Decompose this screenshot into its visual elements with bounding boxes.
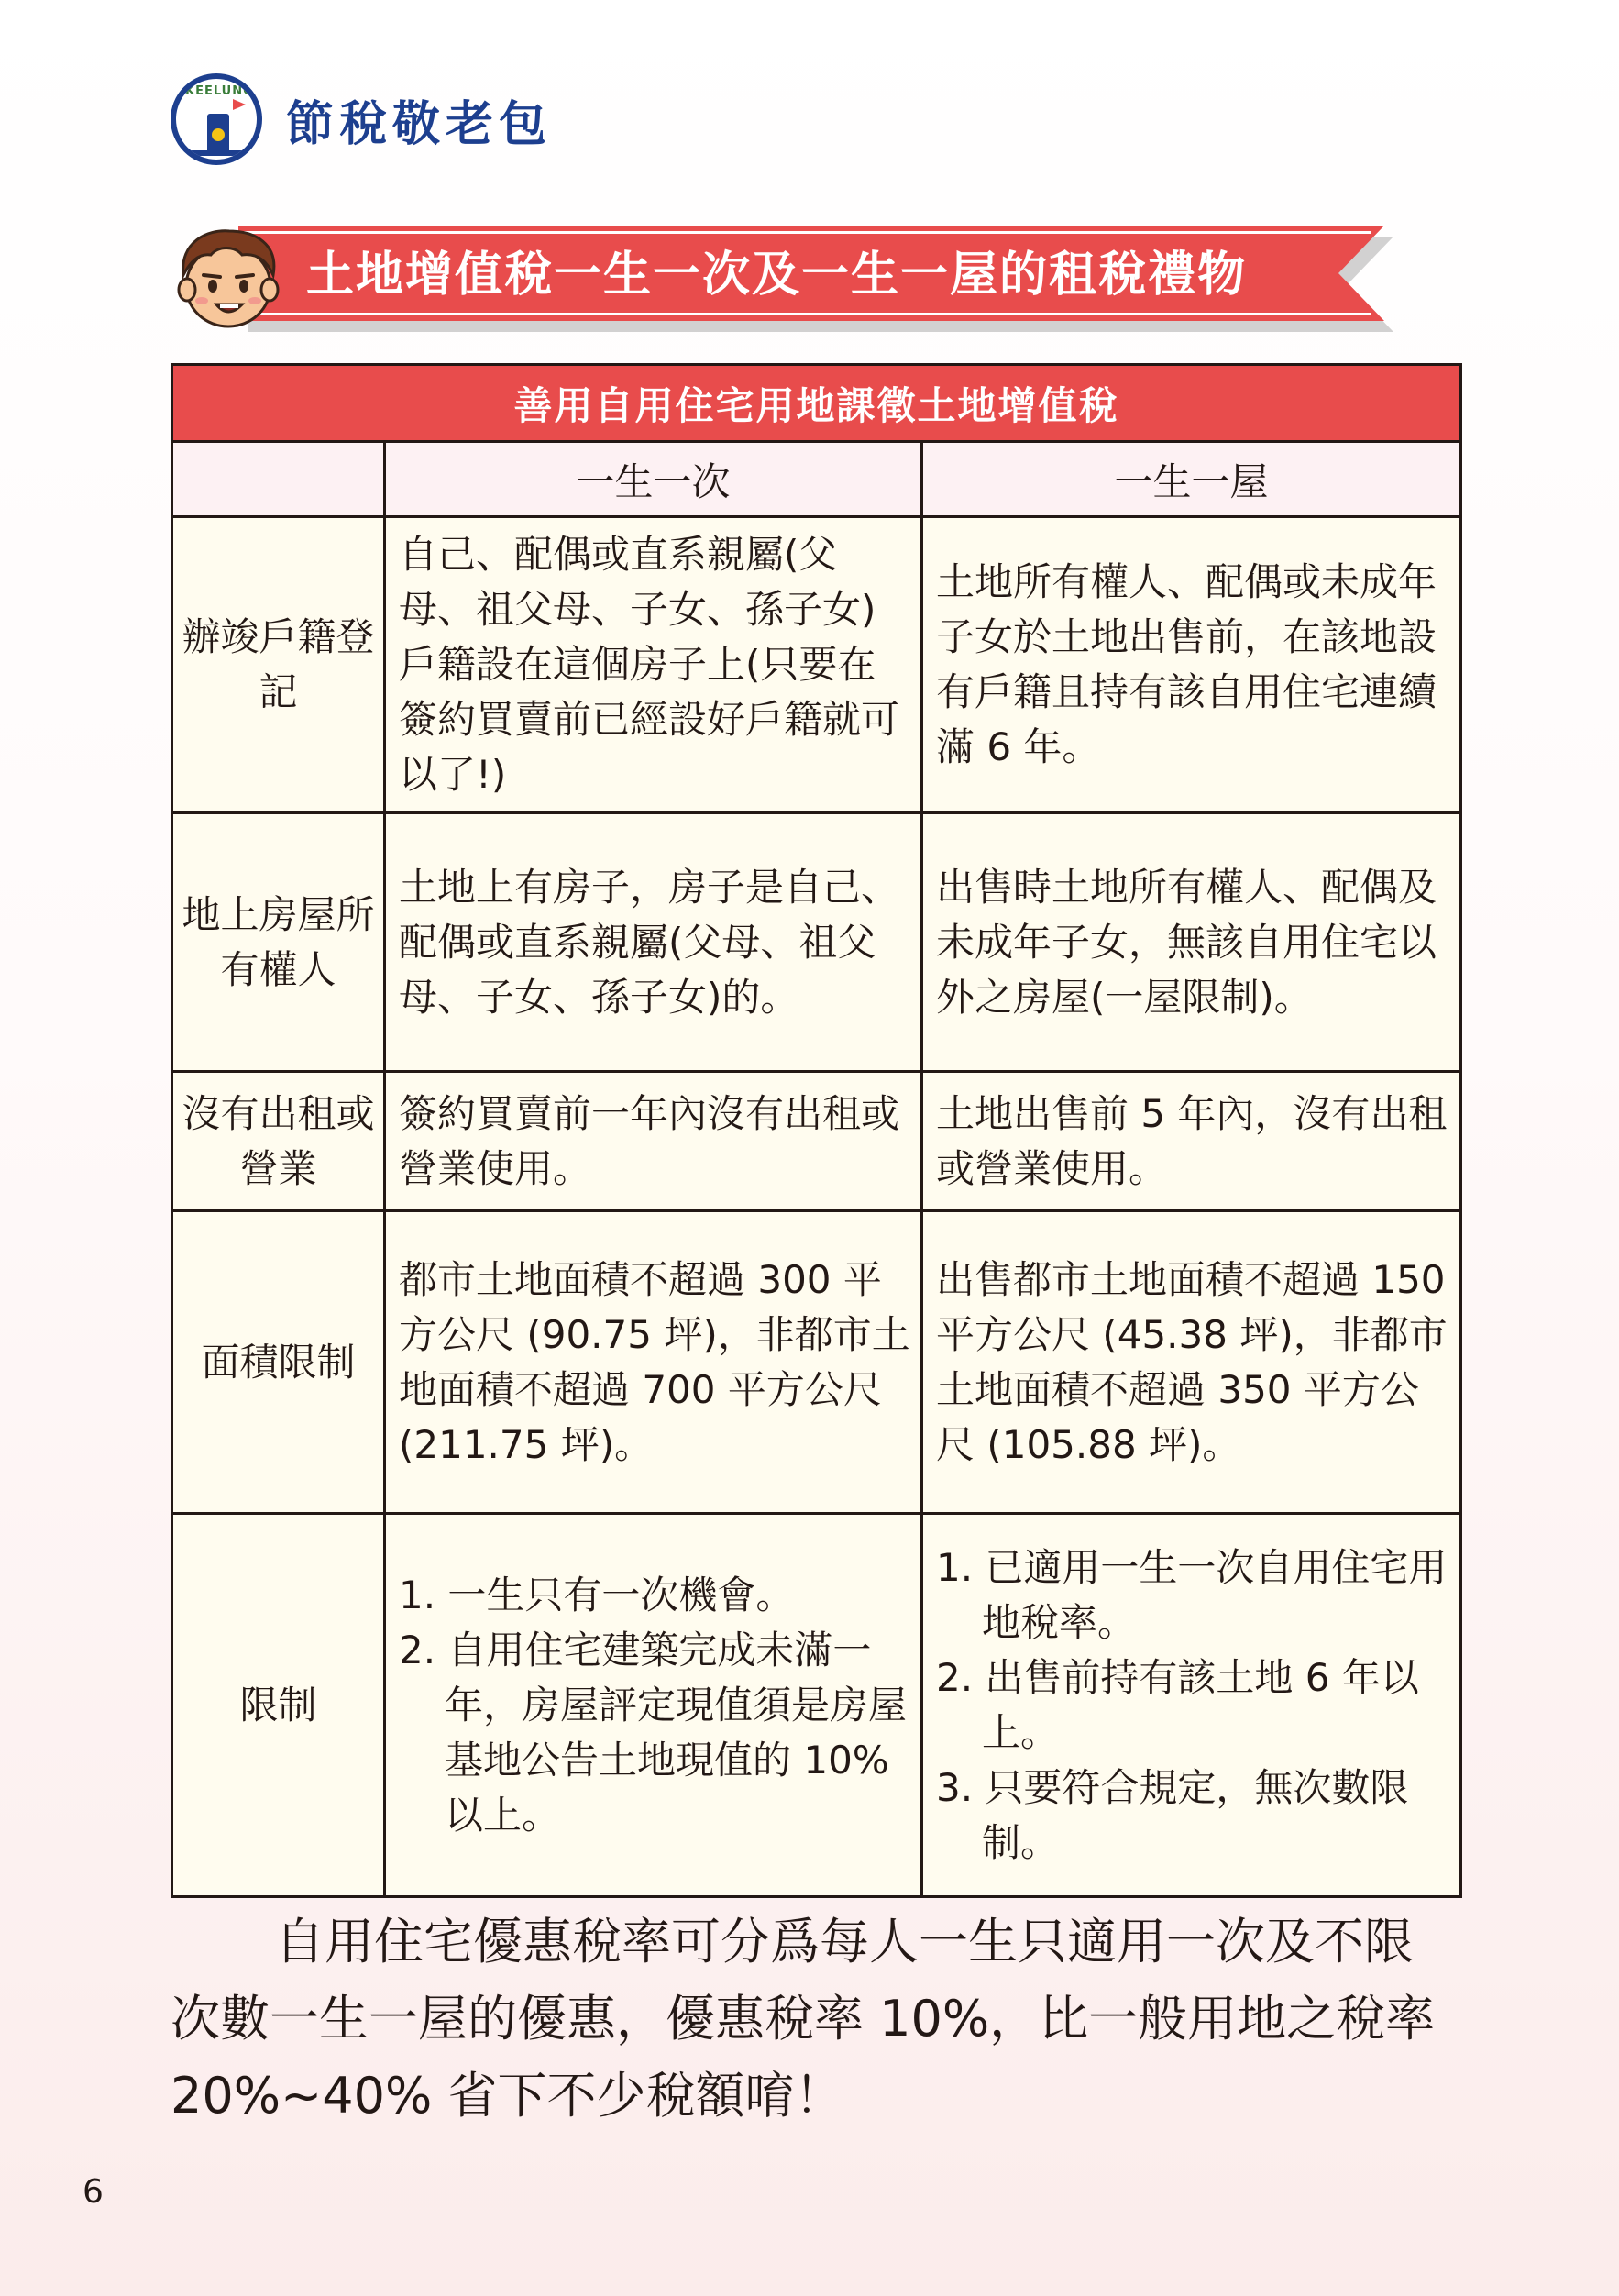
mascot-face-icon [171,222,286,337]
cell-once: 自己、配偶或直系親屬(父母、祖父母、子女、孫子女)戶籍設在這個房子上(只要在簽約買賣前已經設好戶籍就可以了!) [385,517,922,813]
logo-base [189,150,248,156]
page-number: 6 [83,2173,104,2211]
row-label: 沒有出租或營業 [172,1072,385,1211]
list-item: 2. 自用住宅建築完成未滿一年，房屋評定現值須是房屋基地公告土地現值的 10% 以上。 [399,1627,908,1838]
logo-text: KEELUNG [185,84,254,98]
row-label: 限制 [172,1514,385,1897]
cell-once: 簽約買賣前一年內沒有出租或營業使用。 [385,1072,922,1211]
cell-one-house-list [922,1514,1461,1897]
cell-once: 都市土地面積不超過 300 平方公尺 (90.75 坪)，非都市土地面積不超過 700 平方公尺 (211.75 坪)。 [385,1211,922,1514]
table-row [172,1072,1461,1211]
cell-one-house: 土地出售前 5 年內，沒有出租或營業使用。 [922,1072,1461,1211]
cell-one-house: 出售時土地所有權人、配偶及未成年子女，無該自用住宅以外之房屋(一屋限制)。 [922,813,1461,1072]
tax-conditions-table [171,363,1462,1898]
cell-once: 土地上有房子，房子是自己、配偶或直系親屬(父母、祖父母、子女、孫子女)的。 [385,813,922,1072]
section-banner [171,222,1408,339]
list-item: 1. 一生只有一次機會。 [399,1572,795,1617]
cell-one-house: 土地所有權人、配偶或未成年子女於土地出售前，在該地設有戶籍且持有該自用住宅連續滿 6 年。 [922,517,1461,813]
table-title: 善用自用住宅用地課徵土地增值稅 [172,365,1461,442]
row-label: 地上房屋所有權人 [172,813,385,1072]
list-item: 2. 出售前持有該土地 6 年以上。 [936,1654,1419,1755]
table-row [172,1211,1461,1514]
table-row [172,813,1461,1072]
brand-title: 節稅敬老包 [286,96,553,152]
logo-flag-icon [233,99,246,110]
list-item: 3. 只要符合規定，無次數限制。 [936,1764,1409,1865]
column-header-one-house: 一生一屋 [922,442,1461,517]
table-row [172,1514,1461,1897]
row-label: 辦竣戶籍登記 [172,517,385,813]
table-row [172,517,1461,813]
keelung-logo [171,73,262,165]
column-header-blank [172,442,385,517]
brand-header [171,72,552,167]
row-label: 面積限制 [172,1211,385,1514]
list-item: 1. 已適用一生一次自用住宅用地稅率。 [936,1544,1448,1645]
cell-once-list [385,1514,922,1897]
logo-dot [212,128,225,141]
cell-one-house: 出售都市土地面積不超過 150 平方公尺 (45.38 坪)，非都市土地面積不超過 350 平方公尺 (105.88 坪)。 [922,1211,1461,1514]
column-header-once: 一生一次 [385,442,922,517]
summary-paragraph: 自用住宅優惠稅率可分爲每人一生只適用一次及不限次數一生一屋的優惠，優惠稅率 10%，比一般用地之稅率 20%~40% 省下不少稅額唷！ [171,1913,1436,2125]
banner-title: 土地增值稅一生一次及一生一屋的租稅禮物 [306,248,1248,303]
